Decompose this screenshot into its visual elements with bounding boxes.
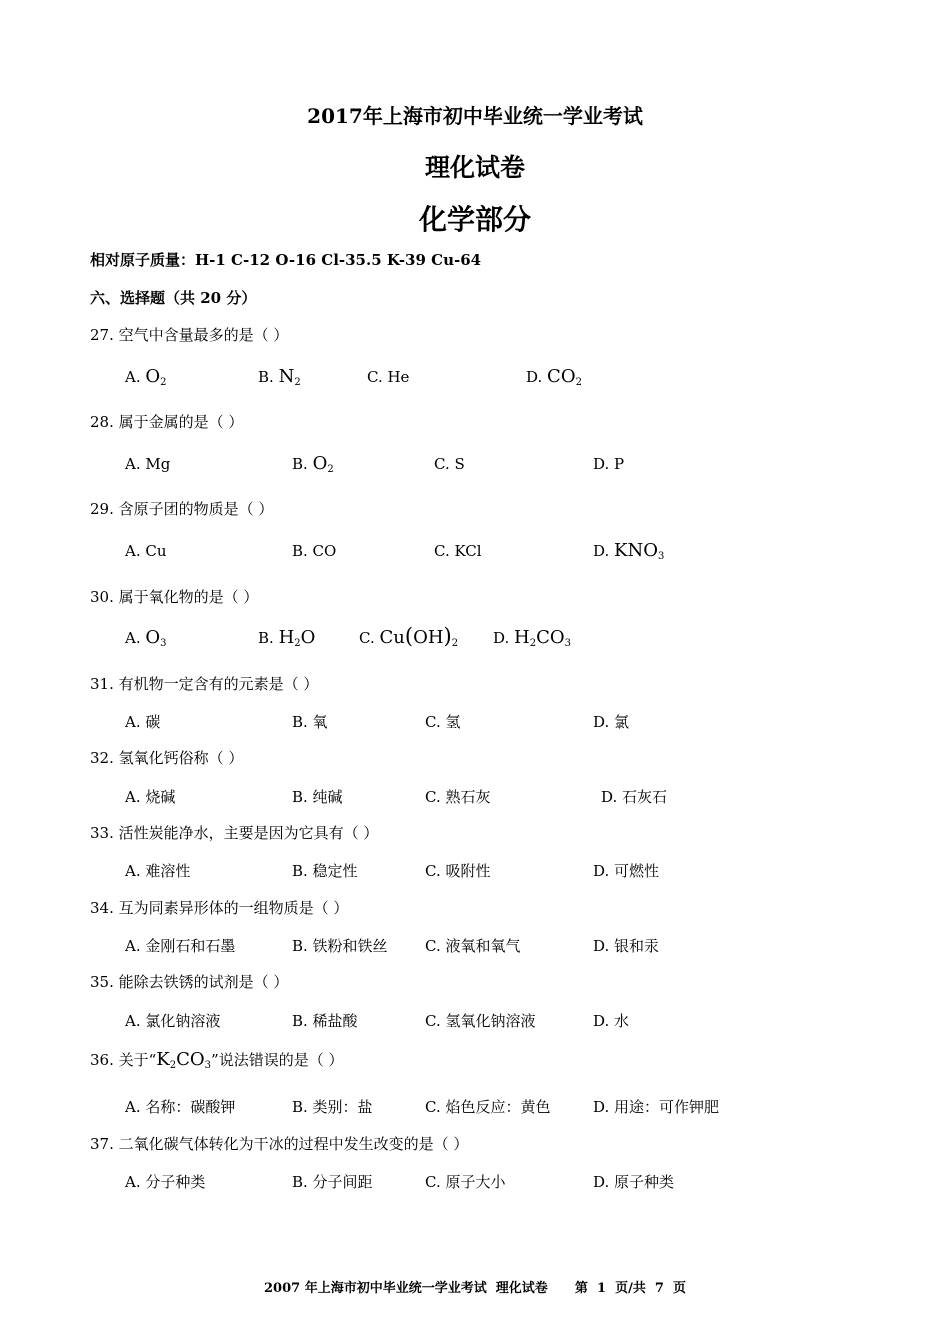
question-31-option-c: C. 氢 — [425, 713, 461, 731]
part-title: 六、选择题（共 20 分） — [90, 289, 257, 307]
question-37-option-d: D. 原子种类 — [593, 1173, 675, 1191]
question-37-stem: 37. 二氧化碳气体转化为干冰的过程中发生改变的是（ ） — [90, 1135, 469, 1153]
question-35-option-a: A. 氯化钠溶液 — [125, 1012, 221, 1030]
question-29-option-d: D. $KNO_3$ — [593, 540, 665, 562]
question-31-option-d: D. 氯 — [593, 713, 630, 731]
question-34-option-d: D. 银和汞 — [593, 937, 660, 955]
question-30-stem: 30. 属于氧化物的是（ ） — [90, 588, 259, 606]
question-32-option-d: D. 石灰石 — [601, 788, 668, 806]
question-35-stem: 35. 能除去铁锈的试剂是（ ） — [90, 973, 289, 991]
question-28-option-a: A. Mg — [125, 455, 171, 473]
question-31-stem: 31. 有机物一定含有的元素是（ ） — [90, 675, 319, 693]
question-30-option-c: C. $Cu(OH)_2$ — [359, 624, 459, 649]
question-30-option-d: D. $H_2CO_3$ — [493, 627, 572, 649]
question-27-option-a: A. $O_2$ — [125, 366, 167, 388]
question-37-option-b: B. 分子间距 — [292, 1173, 373, 1191]
question-30-option-a: A. $O_3$ — [125, 627, 167, 649]
question-35-option-c: C. 氢氧化钠溶液 — [425, 1012, 536, 1030]
question-33-option-b: B. 稳定性 — [292, 862, 358, 880]
question-28-option-c: C. S — [434, 455, 465, 473]
question-33-stem: 33. 活性炭能净水，主要是因为它具有（ ） — [90, 824, 379, 842]
question-32-option-b: B. 纯碱 — [292, 788, 343, 806]
question-33-option-a: A. 难溶性 — [125, 862, 191, 880]
question-32-stem: 32. 氢氧化钙俗称（ ） — [90, 749, 244, 767]
question-36-option-c: C. 焰色反应：黄色 — [425, 1098, 551, 1116]
question-34-stem: 34. 互为同素异形体的一组物质是（ ） — [90, 899, 349, 917]
question-36-option-a: A. 名称：碳酸钾 — [125, 1098, 236, 1116]
question-34-option-c: C. 液氧和氧气 — [425, 937, 521, 955]
question-29-option-b: B. CO — [292, 542, 337, 560]
question-27-option-b: B. $N_2$ — [258, 366, 301, 388]
question-34-option-b: B. 铁粉和铁丝 — [292, 937, 388, 955]
question-28-stem: 28. 属于金属的是（ ） — [90, 413, 244, 431]
page-footer: 2007 年上海市初中毕业统一学业考试 理化试卷 第 1 页/共 7 页 — [264, 1281, 686, 1296]
exam-title: 2017年上海市初中毕业统一学业考试 — [307, 104, 643, 128]
question-36-stem: 36. 关于“$K_2CO_3$”说法错误的是（ ） — [90, 1049, 344, 1071]
question-28-option-d: D. P — [593, 455, 625, 473]
question-27-stem: 27. 空气中含量最多的是（ ） — [90, 326, 289, 344]
atomic-mass-line: 相对原子质量：H-1 C-12 O-16 Cl-35.5 K-39 Cu-64 — [90, 251, 482, 269]
question-29-option-c: C. KCl — [434, 542, 482, 560]
question-28-option-b: B. $O_2$ — [292, 453, 334, 475]
question-33-option-c: C. 吸附性 — [425, 862, 491, 880]
question-35-option-d: D. 水 — [593, 1012, 630, 1030]
question-27-option-d: D. $CO_2$ — [526, 366, 582, 388]
question-36-option-d: D. 用途：可作钾肥 — [593, 1098, 720, 1116]
question-34-option-a: A. 金刚石和石墨 — [125, 937, 236, 955]
question-37-option-c: C. 原子大小 — [425, 1173, 506, 1191]
question-36-option-b: B. 类别：盐 — [292, 1098, 373, 1116]
exam-subtitle: 理化试卷 — [424, 153, 525, 182]
question-29-option-a: A. Cu — [125, 542, 167, 560]
question-31-option-b: B. 氧 — [292, 713, 328, 731]
question-32-option-c: C. 熟石灰 — [425, 788, 491, 806]
question-37-option-a: A. 分子种类 — [125, 1173, 206, 1191]
question-35-option-b: B. 稀盐酸 — [292, 1012, 358, 1030]
question-30-option-b: B. $H_2O$ — [258, 627, 316, 649]
question-32-option-a: A. 烧碱 — [125, 788, 176, 806]
question-33-option-d: D. 可燃性 — [593, 862, 660, 880]
question-27-option-c: C. He — [367, 368, 410, 386]
question-29-stem: 29. 含原子团的物质是（ ） — [90, 500, 274, 518]
section-title: 化学部分 — [418, 203, 531, 236]
question-31-option-a: A. 碳 — [125, 713, 161, 731]
